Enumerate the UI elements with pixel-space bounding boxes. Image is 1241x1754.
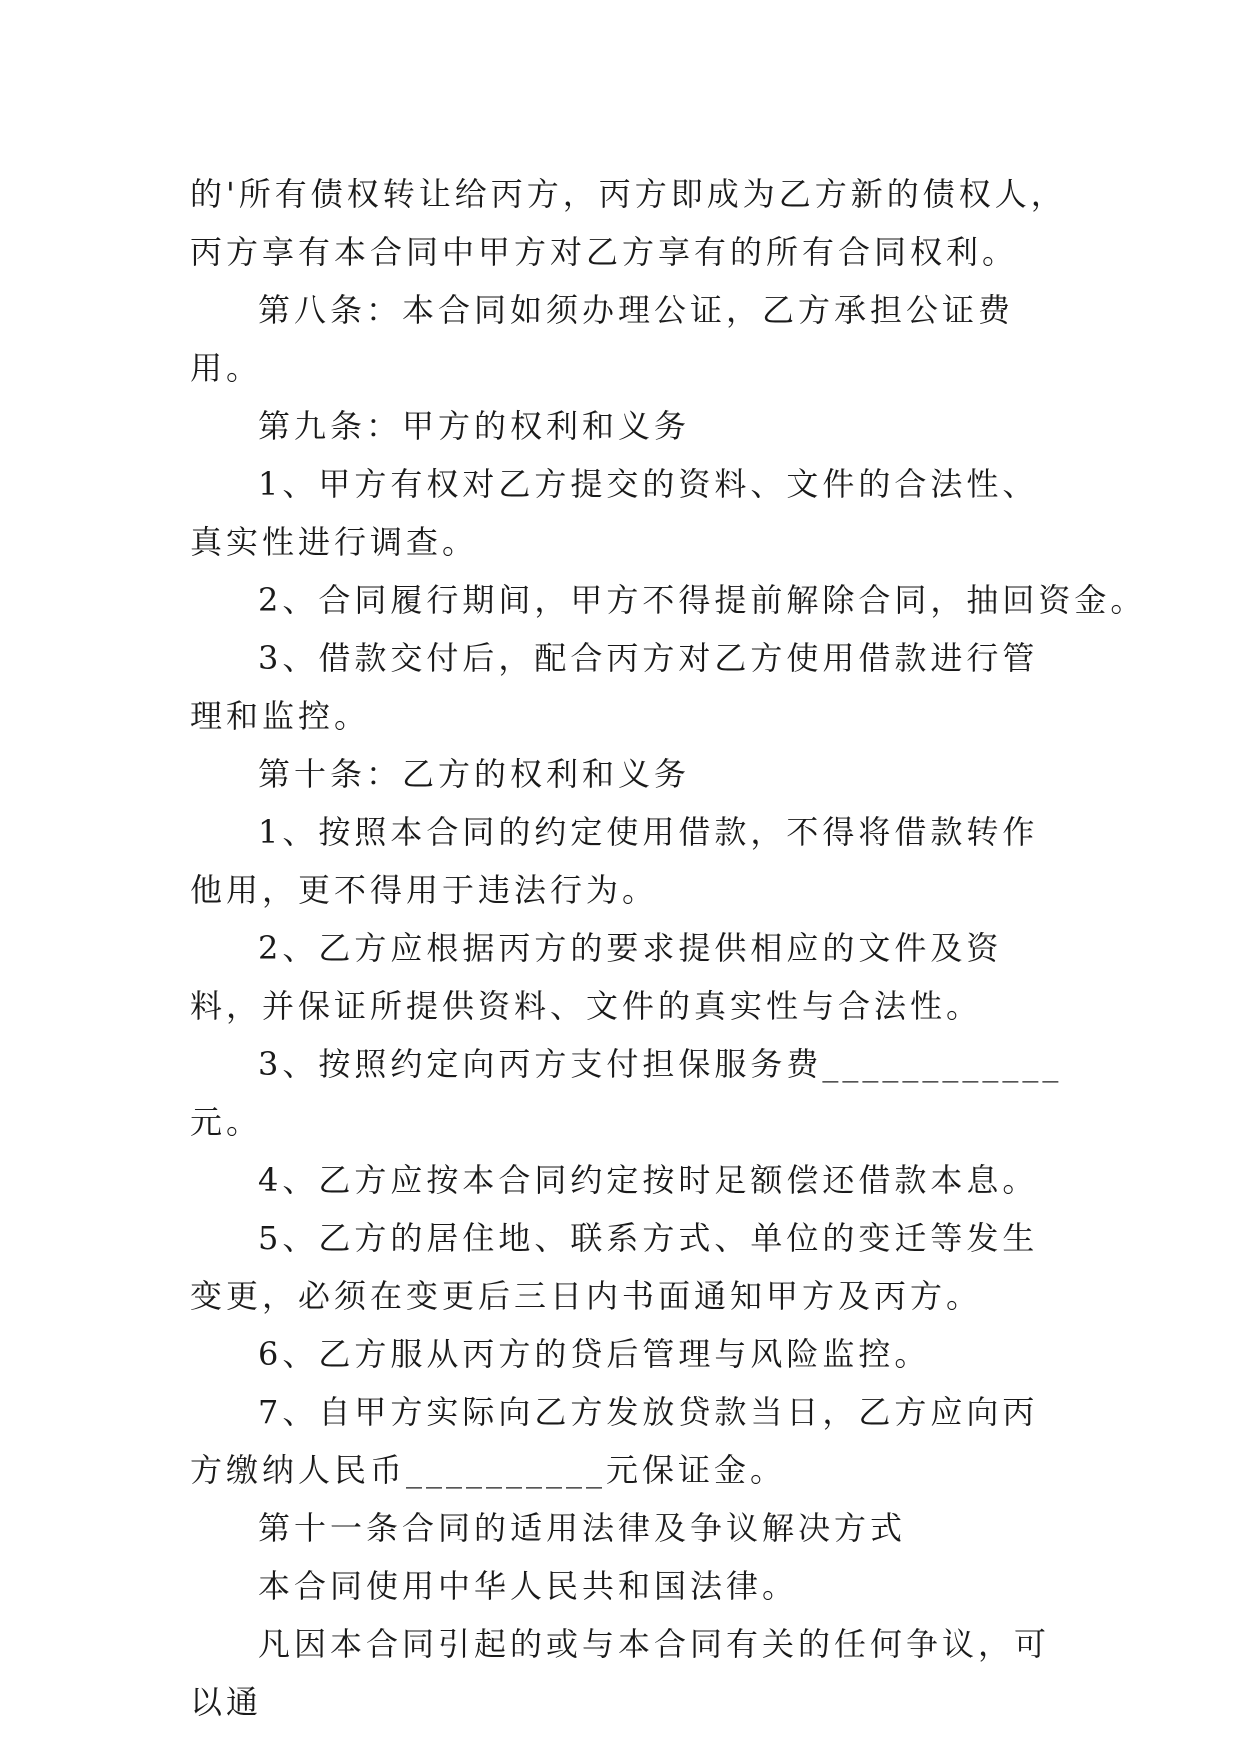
paragraph: 3、按照约定向丙方支付担保服务费____________元。 [190, 1045, 1063, 1141]
article-8-heading: 第八条：本合同如须办理公证，乙方承担公证费用。 [190, 291, 1015, 387]
paragraph: 2、乙方应根据丙方的要求提供相应的文件及资料，并保证所提供资料、文件的真实性与合法性。 [190, 929, 1003, 1025]
article-11-heading: 第十一条合同的适用法律及争议解决方式 [258, 1509, 907, 1547]
paragraph: 3、借款交付后，配合丙方对乙方使用借款进行管理和监控。 [190, 639, 1039, 735]
paragraph: 1、甲方有权对乙方提交的资料、文件的合法性、真实性进行调查。 [190, 465, 1039, 561]
paragraph: 6、乙方服从丙方的贷后管理与风险监控。 [258, 1335, 931, 1373]
paragraph: 2、合同履行期间，甲方不得提前解除合同，抽回资金。 [258, 581, 1147, 619]
paragraph: 7、自甲方实际向乙方发放贷款当日，乙方应向丙方缴纳人民币__________元保证金。 [190, 1393, 1039, 1489]
paragraph: 4、乙方应按本合同约定按时足额偿还借款本息。 [258, 1161, 1039, 1199]
paragraph: 1、按照本合同的约定使用借款，不得将借款转作他用，更不得用于违法行为。 [190, 813, 1039, 909]
paragraph: 的'所有债权转让给丙方，丙方即成为乙方新的债权人，丙方享有本合同中甲方对乙方享有的所有合同权利。 [190, 175, 1067, 271]
article-10-heading: 第十条：乙方的权利和义务 [258, 755, 691, 793]
paragraph: 本合同使用中华人民共和国法律。 [258, 1567, 799, 1605]
article-9-heading: 第九条：甲方的权利和义务 [258, 407, 691, 445]
paragraph: 凡因本合同引起的或与本合同有关的任何争议，可以通 [190, 1625, 1051, 1721]
paragraph: 5、乙方的居住地、联系方式、单位的变迁等发生变更，必须在变更后三日内书面通知甲方及丙方。 [190, 1219, 1039, 1315]
document-body [190, 165, 1147, 1731]
